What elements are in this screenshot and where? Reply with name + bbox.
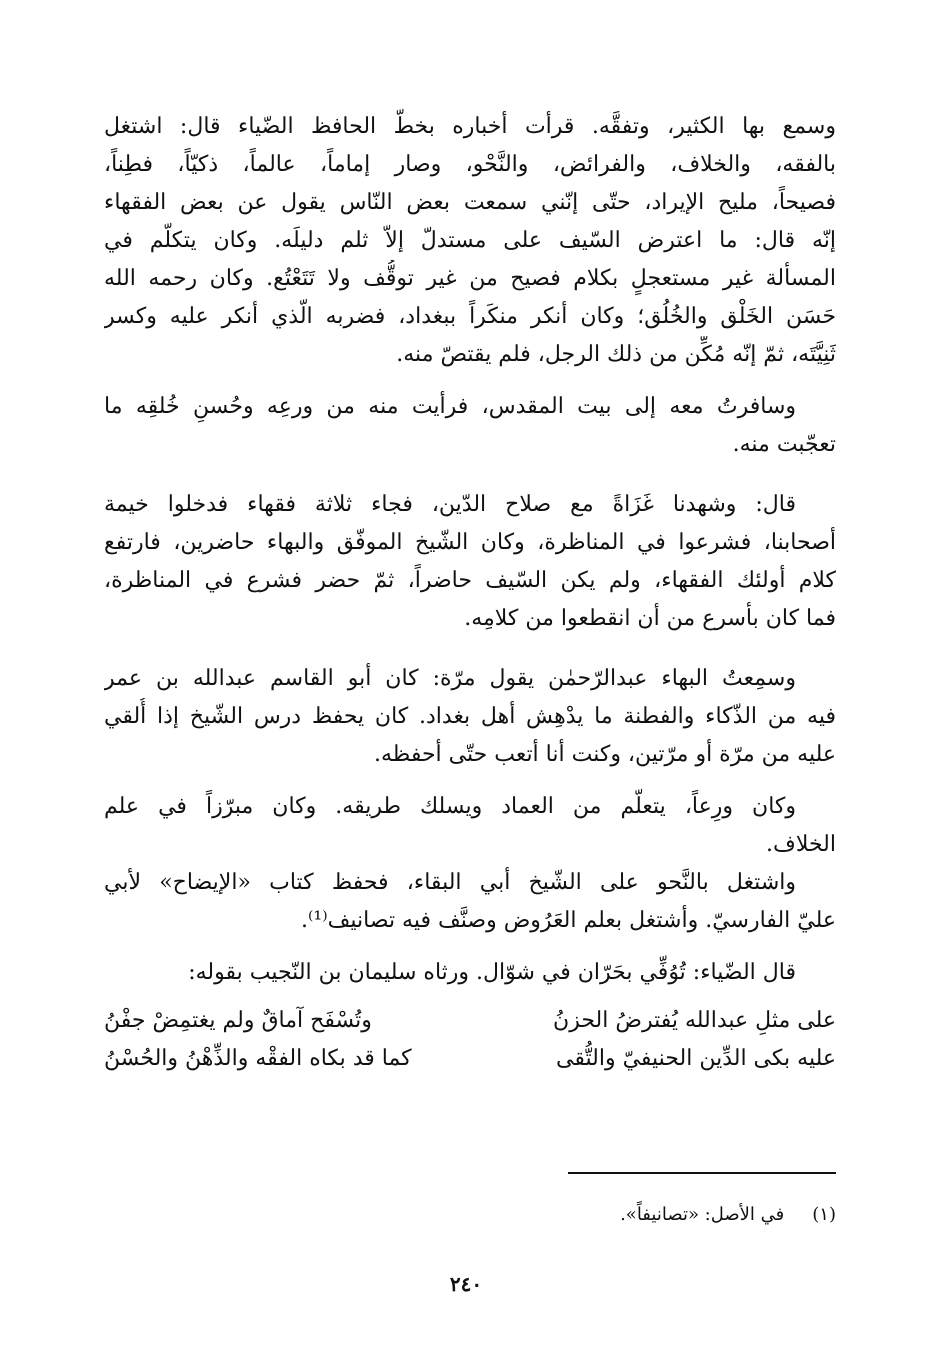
paragraph: [104, 788, 836, 864]
verse-first-hemistich: على مثلِ عبدالله يُفترضُ الحزنُ: [553, 1008, 836, 1033]
verse-first-hemistich: عليه بكى الدِّين الحنيفيّ والتُّقى: [556, 1046, 836, 1071]
footnote-number: (١): [812, 1204, 836, 1225]
paragraph: [104, 388, 836, 464]
text-line: قال: وشهدنا غَزَاةً مع صلاح الدّين، فجاء ثلاثة فقهاء فدخلوا خيمة: [104, 492, 796, 517]
paragraph: [104, 864, 836, 940]
text-line: الخلاف.: [766, 832, 836, 857]
verse-second-hemistich: وتُسْفَح آماقٌ ولم يغتمِضْ جفْنُ: [104, 1008, 372, 1033]
footnote-separator: [568, 1172, 836, 1174]
text-line: بالفقه، والخلاف، والفرائض، والنَّحْو، وصار إماماً، عالماً، ذكيّاً، فطِناً،: [104, 152, 836, 177]
text-line: إنّه قال: ما اعترض السّيف على مستدلّ إلاّ ثلم دليلَه. وكان يتكلّم في: [104, 228, 836, 253]
verse-line: [104, 1002, 836, 1040]
paragraph: [104, 486, 836, 638]
footnote-text: في الأصل: «تصانيفاً».: [620, 1204, 785, 1225]
text-line: المسألة غير مستعجلٍ بكلام فصيح من غير توقُّف ولا تَتَعْتُع. وكان رحمه الله: [104, 266, 836, 291]
text-line: قال الضّياء: تُوُفِّي بحَرّان في شوّال. ورثاه سليمان بن النّجيب بقوله:: [188, 960, 796, 985]
text-line: وسمع بها الكثير، وتفقَّه. قرأت أخباره بخطّ الحافظ الضّياء قال: اشتغل: [104, 114, 836, 139]
footnote: [400, 1200, 836, 1230]
text-line: وسمِعتُ البهاء عبدالرّحمٰن يقول مرّة: كان أبو القاسم عبدالله بن عمر: [104, 666, 796, 691]
main-text: [104, 108, 836, 1078]
text-line: فصيحاً، مليح الإيراد، حتّى إنّني سمعت بعض النّاس يقول عن بعض الفقهاء: [104, 190, 836, 215]
text-line: فما كان بأسرع من أن انقطعوا من كلامِه.: [464, 606, 836, 631]
verse-line: [104, 1040, 836, 1078]
text-line: كلام أولئك الفقهاء، ولم يكن السّيف حاضراً، ثمّ حضر فشرع في المناظرة،: [104, 568, 836, 593]
text-line: تعجّبت منه.: [732, 432, 836, 457]
page-number: ٢٤٠: [449, 1272, 483, 1296]
text-line: عليه من مرّة أو مرّتين، وكنت أنا أتعب حتّى أحفظه.: [373, 742, 836, 767]
text-line: وكان ورِعاً، يتعلّم من العماد ويسلك طريقه. وكان مبرّزاً في علم: [104, 794, 796, 819]
text-line: وسافرتُ معه إلى بيت المقدس، فرأيت منه من ورعِه وحُسنِ خُلقِه ما: [104, 394, 796, 419]
text-line: واشتغل بالنَّحو على الشّيخ أبي البقاء، فحفظ كتاب «الإيضاح» لأبي: [104, 870, 796, 895]
paragraph: [104, 954, 836, 992]
paragraph: [104, 108, 836, 374]
text-line: فيه من الذّكاء والفطنة ما يدْهِش أهل بغداد. كان يحفظ درس الشّيخ إذا أُلقي: [104, 704, 836, 729]
verse-second-hemistich: كما قد بكاه الفقْه والذِّهْنُ والحُسْنُ: [104, 1046, 412, 1071]
text-line: حَسَن الخَلْق والخُلُق؛ وكان أنكر منكَراً ببغداد، فضربه الّذي أنكر عليه وكسر: [104, 304, 836, 329]
poem: [104, 1002, 836, 1078]
text-line: عليّ الفارسيّ. وأشتغل بعلم العَرُوض وصنَّف فيه تصانيف⁽¹⁾.: [300, 908, 836, 933]
paragraph: [104, 660, 836, 774]
text-line: ثَنِيَّتَه، ثمّ إنّه مُكِّن من ذلك الرجل، فلم يقتصّ منه.: [396, 342, 836, 367]
text-line: أصحابنا، فشرعوا في المناظرة، وكان الشّيخ الموفّق والبهاء حاضرين، فارتفع: [104, 530, 836, 555]
